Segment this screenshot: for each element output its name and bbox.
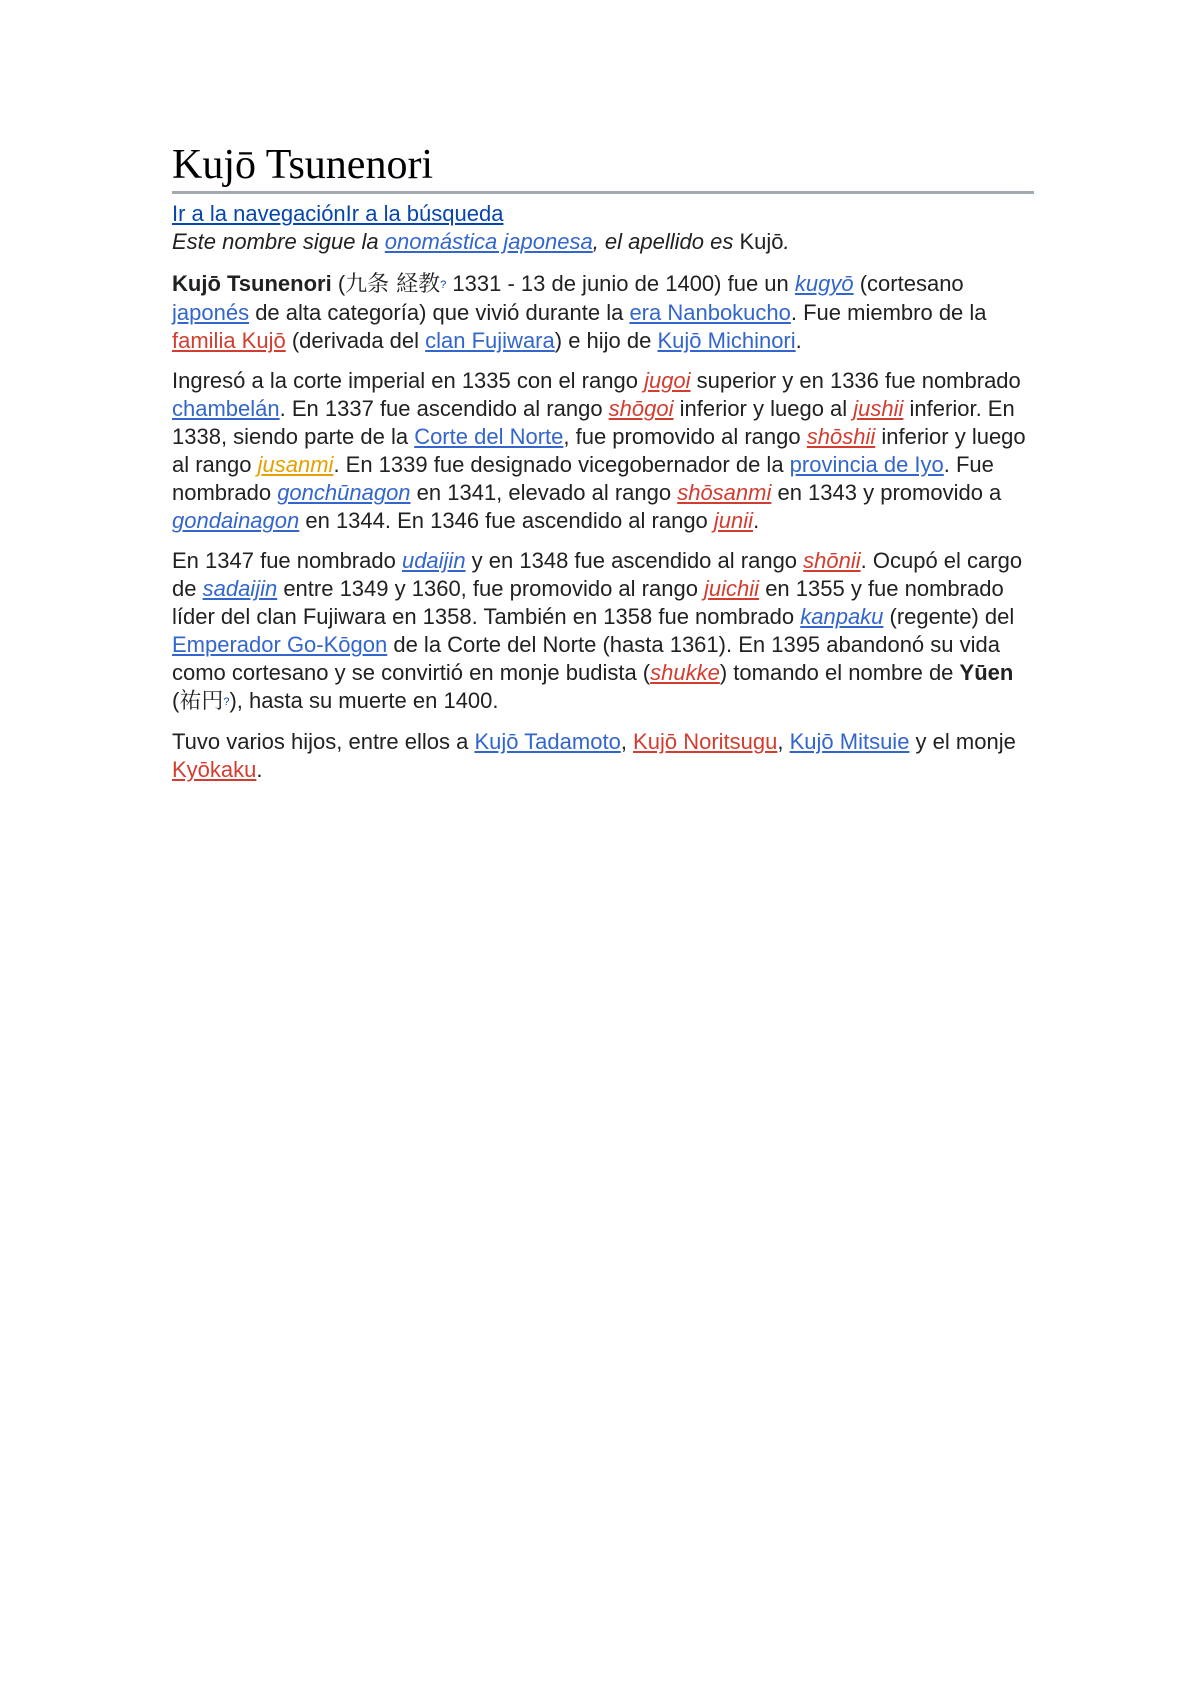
link-kujo-mitsuie[interactable]: Kujō Mitsuie [789,729,910,755]
text: superior y en 1336 fue nombrado [690,368,1021,394]
link-kanpaku[interactable]: kanpaku [800,604,884,630]
link-clan-fujiwara[interactable]: clan Fujiwara [425,328,555,354]
link-provincia-de-iyo[interactable]: provincia de Iyo [789,452,944,478]
link-corte-del-norte[interactable]: Corte del Norte [414,424,564,450]
link-chambelan[interactable]: chambelán [172,396,280,422]
link-sadaijin[interactable]: sadaijin [202,576,278,602]
text: ( [172,688,180,714]
link-gonchunagon[interactable]: gonchūnagon [277,480,411,506]
text: . [795,328,802,354]
text: , fue promovido al rango [563,424,807,450]
hatnote-text: . [783,229,790,255]
text: de la Corte del Norte (hasta 1361). En 1395 abandonó su vida como cortesano y se convirtió en monje budista ( [172,632,1000,686]
text: en 1344. En 1346 fue ascendido al rango [299,508,714,534]
text: . Fue nombrado [172,452,994,506]
jump-to-search-link[interactable]: Ir a la búsqueda [345,201,504,227]
text: Tuvo varios hijos, entre ellos a [172,729,475,755]
text: . [753,508,760,534]
paragraph-intro [172,270,1034,355]
link-shonii[interactable]: shōnii [803,548,861,574]
text: En 1347 fue nombrado [172,548,402,574]
text: y el monje [909,729,1016,755]
link-shosanmi[interactable]: shōsanmi [677,480,772,506]
hatnote-surname: Kujō [739,229,784,255]
kanji-religious-name: 祐円 [179,689,224,715]
jump-links [172,200,1034,228]
text: , [620,729,634,755]
paragraph-children [172,728,1034,784]
text: entre 1349 y 1360, fue promovido al rango [277,576,705,602]
text: . Fue miembro de la [790,300,987,326]
link-familia-kujo[interactable]: familia Kujō [172,328,286,354]
link-junii[interactable]: junii [713,508,754,534]
text: ) tomando el nombre de [719,660,960,686]
link-kugyo[interactable]: kugyō [794,271,854,297]
link-kyokaku[interactable]: Kyōkaku [172,757,257,783]
text: ) e hijo de [554,328,658,354]
link-jushii[interactable]: jushii [853,396,904,422]
text: (derivada del [285,328,426,354]
text: y en 1348 fue ascendido al rango [465,548,804,574]
text: de alta categoría) que vivió durante la [249,300,630,326]
article [172,140,1034,796]
text: , [777,729,790,755]
text: . Ocupó el cargo de [172,548,1023,602]
link-kujo-noritsugu[interactable]: Kujō Noritsugu [633,729,778,755]
text: inferior y luego al rango [172,424,1026,478]
link-onomastica-japonesa[interactable]: onomástica japonesa [384,229,593,255]
text: (cortesano [853,271,964,297]
text: ), hasta su muerte en 1400. [229,688,499,714]
link-shogoi[interactable]: shōgoi [608,396,674,422]
help-superscript[interactable]: ? [440,279,447,292]
subject-name: Kujō Tsunenori [172,271,332,297]
text: (regente) del [883,604,1015,630]
hatnote-text: , el apellido es [592,229,740,255]
jump-to-navigation-link[interactable]: Ir a la navegación [172,201,346,227]
link-japones[interactable]: japonés [172,300,250,326]
link-juichii[interactable]: juichii [704,576,760,602]
text: 1331 - 13 de junio de 1400) fue un [446,271,795,297]
text: en 1355 y fue nombrado líder del clan Fujiwara en 1358. También en 1358 fue nombrado [172,576,1004,630]
link-era-nanbokucho[interactable]: era Nanbokucho [629,300,791,326]
link-shukke[interactable]: shukke [650,660,720,686]
hatnote-text: Este nombre sigue la [172,229,385,255]
link-kujo-michinori[interactable]: Kujō Michinori [657,328,796,354]
link-jugoi[interactable]: jugoi [644,368,691,394]
text: en 1341, elevado al rango [410,480,678,506]
text: inferior y luego al [673,396,854,422]
kanji-name: 九条 経教 [345,272,441,298]
link-jusanmi[interactable]: jusanmi [257,452,334,478]
hatnote [172,228,1034,256]
text: . [256,757,263,783]
paragraph-career-1 [172,367,1034,535]
help-superscript[interactable]: ? [223,696,230,709]
paragraph-career-2 [172,547,1034,716]
text: en 1343 y promovido a [771,480,1002,506]
link-udaijin[interactable]: udaijin [401,548,466,574]
link-kujo-tadamoto[interactable]: Kujō Tadamoto [474,729,621,755]
page-title: Kujō Tsunenori [172,140,1034,194]
text: . En 1337 fue ascendido al rango [279,396,609,422]
text: . En 1339 fue designado vicegobernador de la [333,452,790,478]
text: ( [331,271,346,297]
link-gondainagon[interactable]: gondainagon [172,508,300,534]
link-shoshii[interactable]: shōshii [806,424,876,450]
link-emperador-go-kogon[interactable]: Emperador Go-Kōgon [172,632,388,658]
text: Ingresó a la corte imperial en 1335 con el rango [172,368,645,394]
religious-name: Yūen [959,660,1014,686]
text: inferior. En 1338, siendo parte de la [172,396,1015,450]
